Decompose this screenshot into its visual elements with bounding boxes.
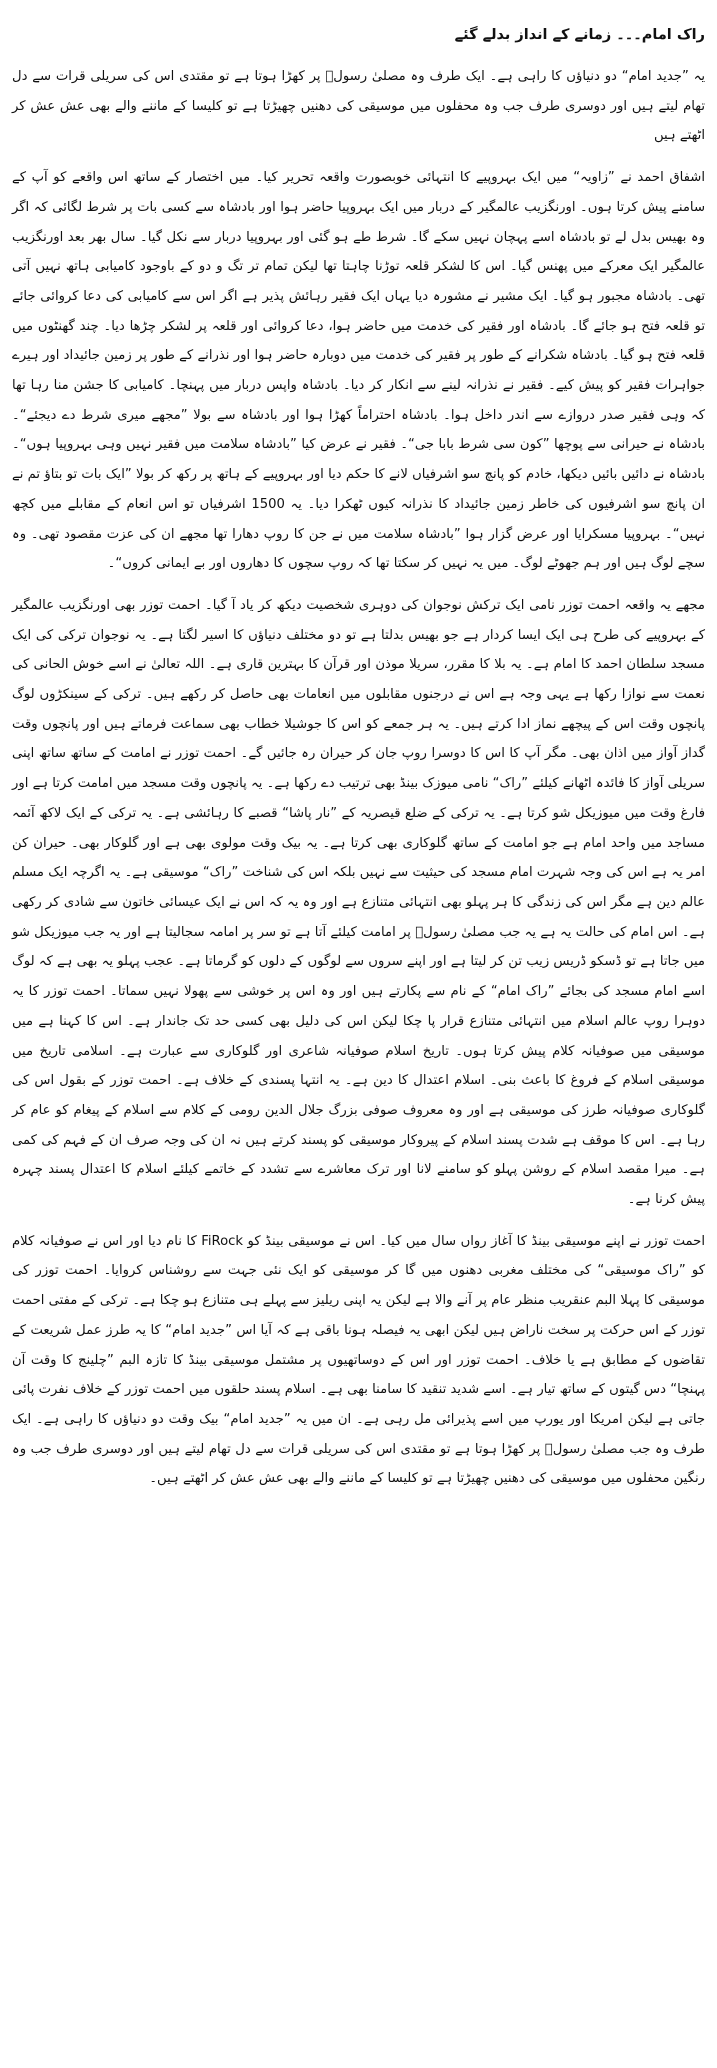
- article-title: راک امام۔۔۔ زمانے کے انداز بدلے گئے: [454, 27, 705, 43]
- band-paragraph: احمت توزر نے اپنے موسیقی بینڈ کا آغاز رواں سال میں کیا۔ اس نے موسیقی بینڈ کو FiRock کا نام دیا اور اس نے صوفیانہ کلام کو ”راک موسیقی“ کی مختلف مغربی دھنوں میں گا کر موسیقی کو ایک نئی جہت سے روشناس کروایا۔ احمت توزر کی موسیقی کا پہلا البم عنقریب منظر عام پر آنے والا ہے لیکن یہ اپنی ریلیز سے پہلے ہی متنازع ہو چکا ہے۔ ترکی کے مفتی احمت توزر کے اس حرکت پر سخت ناراض ہیں لیکن ابھی یہ فیصلہ ہونا باقی ہے کہ آیا اس ”جدید امام“ کا یہ طرز عمل شریعت کے تقاضوں کے مطابق ہے یا خلاف۔ احمت توزر اور اس کے دوساتھیوں پر مشتمل موسیقی بینڈ کا تازہ البم ”چلینج کا وقت آن پہنچا“ دس گیتوں کے ساتھ تیار ہے۔ اسے شدید تنقید کا سامنا بھی ہے۔ اسلام پسند حلقوں میں احمت توزر کے خلاف نفرت پائی جاتی ہے لیکن امریکا اور یورپ میں اسے پذیرائی مل رہی ہے۔ ان میں یہ ”جدید امام“ بیک وقت دو دنیاؤں کا راہی ہے۔ ایک طرف وہ جب مصلیٰ رسولؐ پر کھڑا ہوتا ہے تو مقتدی اس کی سریلی قرات سے دل تھام لیتے ہیں اور دوسری طرف جب وہ رنگین محفلوں میں موسیقی کی دھنیں چھیڑتا ہے تو کلیسا کے ماننے والے بھی عش عش کر اٹھتے ہیں۔: [12, 1233, 705, 1487]
- anecdote-paragraph: اشفاق احمد نے ”زاویہ“ میں ایک بہروپیے کا انتہائی خوبصورت واقعہ تحریر کیا۔ میں اختصار کے ساتھ اس واقعے کو آپ کے سامنے پیش کرتا ہوں۔ اورنگزیب عالمگیر کے دربار میں ایک بہروپیا حاضر ہوا اور بادشاہ سے کسی بات پر شرط لگائی کہ اگر وہ بھیس بدل لے تو بادشاہ اسے پہچان نہیں سکے گا۔ شرط طے ہو گئی اور بہروپیا دربار سے نکل گیا۔ سال بھر بعد اورنگزیب عالمگیر ایک معرکے میں پھنس گیا۔ اس کا لشکر قلعہ توڑنا چاہتا تھا لیکن تمام تر تگ و دو کے باوجود کامیابی ہاتھ نہیں آتی تھی۔ بادشاہ مجبور ہو گیا۔ ایک مشیر نے مشورہ دیا یہاں ایک فقیر رہائش پذیر ہے اگر اس سے کامیابی کی دعا کروائی جائے تو قلعہ فتح ہو جائے گا۔ بادشاہ اور فقیر کی خدمت میں حاضر ہوا، دعا کروائی اور قلعہ پر لشکر چڑھا دیا۔ چند گھنٹوں میں قلعہ فتح ہو گیا۔ بادشاہ شکرانے کے طور پر فقیر کی خدمت میں دوبارہ حاضر ہوا اور نذرانے کے طور پر زمین جائیداد اور ہیرے جواہرات فقیر کو پیش کیے۔ فقیر نے نذرانہ لینے سے انکار کر دیا۔ بادشاہ واپس دربار میں پہنچا۔ کامیابی کا جشن منا رہا تھا کہ وہی فقیر صدر دروازے سے اندر داخل ہوا۔ بادشاہ احتراماً کھڑا ہوا اور بادشاہ سے بولا ”مجھے میری شرط دے دیجئے“۔ بادشاہ نے حیرانی سے پوچھا ”کون سی شرط بابا جی“۔ فقیر نے عرض کیا ”بادشاہ سلامت میں فقیر نہیں وہی بہروپیا ہوں“۔ بادشاہ نے دائیں بائیں دیکھا، خادم کو پانچ سو اشرفیاں لانے کا حکم دیا اور بہروپیے کے ہاتھ پر رکھ کر بولا ”ایک بات تو بتاؤ تم نے ان پانچ سو اشرفیوں کی خاطر زمین جائیداد کا نذرانہ کیوں ٹھکرا دیا۔ یہ 1500 اشرفیاں تو اس انعام کے مقابلے میں کچھ نہیں“۔ بہروپیا مسکرایا اور عرض گزار ہوا ”بادشاہ سلامت میں نے جن کا روپ دھارا تھا مجھے ان کی عزت مقصود تھی۔ وہ سچے لوگ ہیں اور ہم جھوٹے لوگ۔ میں یہ نہیں کر سکتا تھا کہ روپ سچوں کا دھاروں اور بے ایمانی کروں“۔: [12, 170, 705, 572]
- intro-paragraph: یہ ”جدید امام“ دو دنیاؤں کا راہی ہے۔ ایک طرف وہ مصلیٰ رسولؐ پر کھڑا ہوتا ہے تو مقتدی اس کی سریلی قرات سے دل تھام لیتے ہیں اور دوسری طرف جب وہ محفلوں میں موسیقی کی دھنیں چھیڑتا ہے تو کلیسا کے ماننے والے بھی عش عش کر اٹھتے ہیں: [12, 69, 705, 144]
- imam-profile-paragraph: مجھے یہ واقعہ احمت توزر نامی ایک ترکش نوجوان کی دوہری شخصیت دیکھ کر یاد آ گیا۔ احمت توزر بھی اورنگزیب عالمگیر کے بہروپیے کی طرح ہی ایک ایسا کردار ہے جو بھیس بدلتا ہے تو دو مختلف دنیاؤں کا اسیر لگتا ہے۔ یہ نوجوان ترکی کی ایک مسجد سلطان احمد کا امام ہے۔ یہ بلا کا مقرر، سریلا موذن اور قرآن کا بہترین قاری ہے۔ اللہ تعالیٰ نے اسے خوش الحانی کی نعمت سے نوازا رکھا ہے یہی وجہ ہے اس نے درجنوں مقابلوں میں انعامات بھی حاصل کر رکھے ہیں۔ ترکی کے سینکڑوں لوگ پانچوں وقت اس کے پیچھے نماز ادا کرتے ہیں۔ یہ ہر جمعے کو اس کا جوشیلا خطاب بھی سماعت فرماتے ہیں اور پانچوں وقت گداز آواز میں اذان بھی۔ مگر آپ کا اس کا دوسرا روپ جان کر حیران رہ جائیں گے۔ احمت توزر نے امامت کے ساتھ ساتھ اپنی سریلی آواز کا فائدہ اٹھانے کیلئے ”راک“ نامی میوزک بینڈ بھی ترتیب دے رکھا ہے۔ یہ پانچوں وقت مسجد میں امامت کرتا ہے اور فارغ وقت میں میوزیکل شو کرتا ہے۔ یہ ترکی کے ضلع قیصریہ کے ”نار پاشا“ قصبے کا رہائشی ہے۔ یہ ترکی کے ایک لاکھ آئمہ مساجد میں واحد امام ہے جو امامت کے ساتھ گلوکاری بھی کرتا ہے۔ یہ بیک وقت مولوی بھی ہے اور گلوکار بھی۔ حیران کن امر یہ ہے اس کی وجہ شہرت امام مسجد کی حیثیت سے نہیں بلکہ اس کی شناخت ”راک“ موسیقی ہے۔ یہ اگرچہ ایک مسلم عالم دین ہے مگر اس کی زندگی کا ہر پہلو بھی انتہائی متنازع ہے اور وہ یہ کہ اس نے ایک عیسائی خاتون سے شادی کر رکھی ہے۔ اس امام کی حالت یہ ہے یہ جب مصلیٰ رسولؐ پر امامت کیلئے آتا ہے تو سر پر امامہ سجالیتا ہے اور یہ جب میوزیکل شو میں جاتا ہے تو ڈسکو ڈریس زیب تن کر لیتا ہے اور اپنے سروں سے لوگوں کے دلوں کو گرماتا ہے۔ عجب پہلو یہ بھی ہے کہ لوگ اسے امام مسجد کی بجائے ”راک امام“ کے نام سے پکارتے ہیں اور وہ اس پر خوشی سے پھولا نہیں سماتا۔ احمت توزر کا یہ دوہرا روپ عالم اسلام میں انتہائی متنازع قرار پا چکا لیکن اس کی دلیل بھی کسی حد تک جاندار ہے۔ اس کا کہنا ہے میں موسیقی میں صوفیانہ کلام پیش کرتا ہوں۔ تاریخ اسلام صوفیانہ شاعری اور گلوکاری سے عبارت ہے۔ اسلامی تاریخ میں موسیقی اسلام کے فروغ کا باعث بنی۔ اسلام اعتدال کا دین ہے۔ یہ انتہا پسندی کے خلاف ہے۔ احمت توزر کے بقول اس کی گلوکاری صوفیانہ طرز کی موسیقی ہے اور وہ معروف صوفی بزرگ جلال الدین رومی کے کلام سے اسلام کے پیغام کو عام کر رہا ہے۔ اس کا موقف ہے شدت پسند اسلام کے پیروکار موسیقی کو پسند کرتے ہیں نہ ان کی وجہ صرف ان کے فہم کی کمی ہے۔ میرا مقصد اسلام کے روشن پہلو کو سامنے لانا اور ترک معاشرے سے تشدد کے خاتمے کیلئے اسلام کا اعتدال پسند چہرہ پیش کرنا ہے۔: [12, 597, 705, 1208]
